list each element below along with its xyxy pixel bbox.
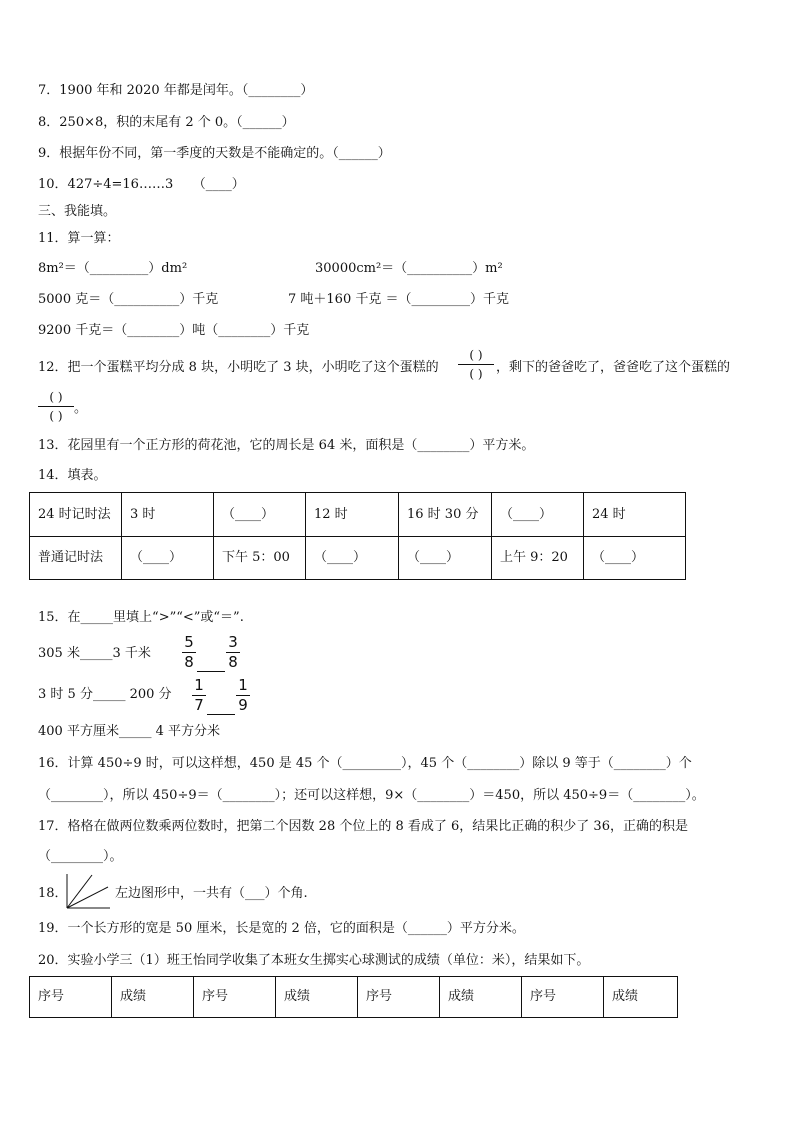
table-cell: 3 时: [122, 493, 214, 537]
question-7: 7．1900 年和 2020 年都是闰年。（________）: [38, 83, 314, 98]
question-11-item-d: 7 吨＋160 千克 ＝（_________）千克: [288, 292, 509, 307]
question-12-part-1: 12．把一个蛋糕平均分成 8 块，小明吃了 3 块，小明吃了这个蛋糕的: [38, 360, 439, 375]
fraction-numerator-blank: ( ): [469, 348, 483, 362]
ray-line: [67, 887, 108, 908]
question-18-text: 左边图形中，一共有（___）个角.: [115, 886, 308, 901]
fraction-numerator: 1: [194, 676, 204, 694]
question-15-item-c: 400 平方厘米_____ 4 平方分米: [38, 724, 220, 739]
question-11-item-e: 9200 千克＝（________）吨（________）千克: [38, 323, 310, 338]
fraction-blank: [38, 389, 74, 424]
fraction-five-eighths: [182, 634, 196, 671]
angle-rays-figure: [64, 872, 112, 910]
comparison-blank-line: [197, 671, 225, 672]
question-9: 9．根据年份不同，第一季度的天数是不能确定的。（______）: [38, 146, 391, 161]
fraction-denominator: 7: [194, 696, 204, 714]
table-cell: （____）: [306, 537, 399, 580]
question-15: 15．在_____里填上“>”“<”或“＝”.: [38, 610, 244, 625]
fraction-one-seventh: [192, 677, 206, 714]
question-17-line-1: 17．格格在做两位数乘两位数时，把第二个因数 28 个位上的 8 看成了 6，结果比正确的积少了 36，正确的积是: [38, 819, 688, 834]
fraction-one-ninth: [236, 677, 250, 714]
section-3-heading: 三、我能填。: [38, 204, 117, 219]
table-cell: 上午 9：20: [492, 537, 584, 580]
ray-line: [67, 875, 92, 908]
table-cell: 成绩: [604, 977, 678, 1018]
table-cell: 下午 5：00: [214, 537, 306, 580]
fraction-three-eighths: [226, 634, 240, 671]
question-16-line-1: 16．计算 450÷9 时，可以这样想，450 是 45 个（_________），45 个（________）除以 9 等于（________）个: [38, 756, 692, 771]
table-cell: （____）: [214, 493, 306, 537]
table-cell: 普通记时法: [30, 537, 122, 580]
fraction-denominator: 8: [228, 653, 238, 671]
comparison-blank-line: [207, 714, 235, 715]
question-15-item-a: 305 米_____3 千米: [38, 646, 151, 661]
fraction-numerator: 3: [228, 633, 238, 651]
question-15-item-b: 3 时 5 分_____ 200 分: [38, 687, 172, 702]
table-cell: （____）: [399, 537, 492, 580]
table-cell: 序号: [30, 977, 112, 1018]
fraction-numerator: 1: [238, 676, 248, 694]
fraction-numerator-blank: ( ): [49, 390, 63, 404]
table-cell: （____）: [584, 537, 686, 580]
fraction-denominator-blank: ( ): [469, 367, 483, 381]
question-13: 13．花园里有一个正方形的荷花池，它的周长是 64 米，面积是（________）平方米。: [38, 438, 535, 453]
question-11: 11．算一算：: [38, 231, 120, 246]
table-cell: 序号: [358, 977, 440, 1018]
question-20: 20．实验小学三（1）班王怡同学收集了本班女生掷实心球测试的成绩（单位：米），结果如下。: [38, 953, 590, 968]
table-cell: 16 时 30 分: [399, 493, 492, 537]
fraction-denominator: 8: [184, 653, 194, 671]
time-conversion-table: [29, 492, 686, 580]
question-17-line-2: （________）。: [38, 849, 123, 864]
table-cell: 24 时记时法: [30, 493, 122, 537]
table-row: [30, 493, 686, 537]
table-cell: 12 时: [306, 493, 399, 537]
question-8: 8．250×8，积的末尾有 2 个 0。（______）: [38, 115, 295, 130]
question-14: 14．填表。: [38, 468, 107, 483]
table-row: [30, 537, 686, 580]
question-11-item-c: 5000 克＝（__________）千克: [38, 292, 219, 307]
table-row: [30, 977, 678, 1018]
table-cell: （____）: [492, 493, 584, 537]
table-cell: 24 时: [584, 493, 686, 537]
fraction-blank: [458, 347, 494, 382]
fraction-denominator-blank: ( ): [49, 409, 63, 423]
table-cell: 成绩: [440, 977, 522, 1018]
question-11-item-a: 8m²＝（_________）dm²: [38, 261, 188, 276]
question-19: 19．一个长方形的宽是 50 厘米，长是宽的 2 倍，它的面积是（______）平方分米。: [38, 921, 525, 936]
table-cell: （____）: [122, 537, 214, 580]
fraction-denominator: 9: [238, 696, 248, 714]
table-cell: 成绩: [112, 977, 194, 1018]
question-12-end: 。: [74, 401, 88, 416]
fraction-numerator: 5: [184, 633, 194, 651]
fraction-bar: [458, 364, 494, 365]
table-cell: 成绩: [276, 977, 358, 1018]
table-cell: 序号: [522, 977, 604, 1018]
results-table: [29, 976, 678, 1018]
question-18-number: 18．: [38, 886, 68, 901]
question-10: 10．427÷4=16……3 （____）: [38, 177, 245, 192]
fraction-bar: [38, 406, 74, 407]
table-cell: 序号: [194, 977, 276, 1018]
question-12-part-2: ，剩下的爸爸吃了，爸爸吃了这个蛋糕的: [496, 360, 731, 375]
question-11-item-b: 30000cm²＝（__________）m²: [315, 261, 503, 276]
question-16-line-2: （________），所以 450÷9＝（________）；还可以这样想，9×（________）＝450，所以 450÷9＝（________）。: [38, 788, 705, 803]
